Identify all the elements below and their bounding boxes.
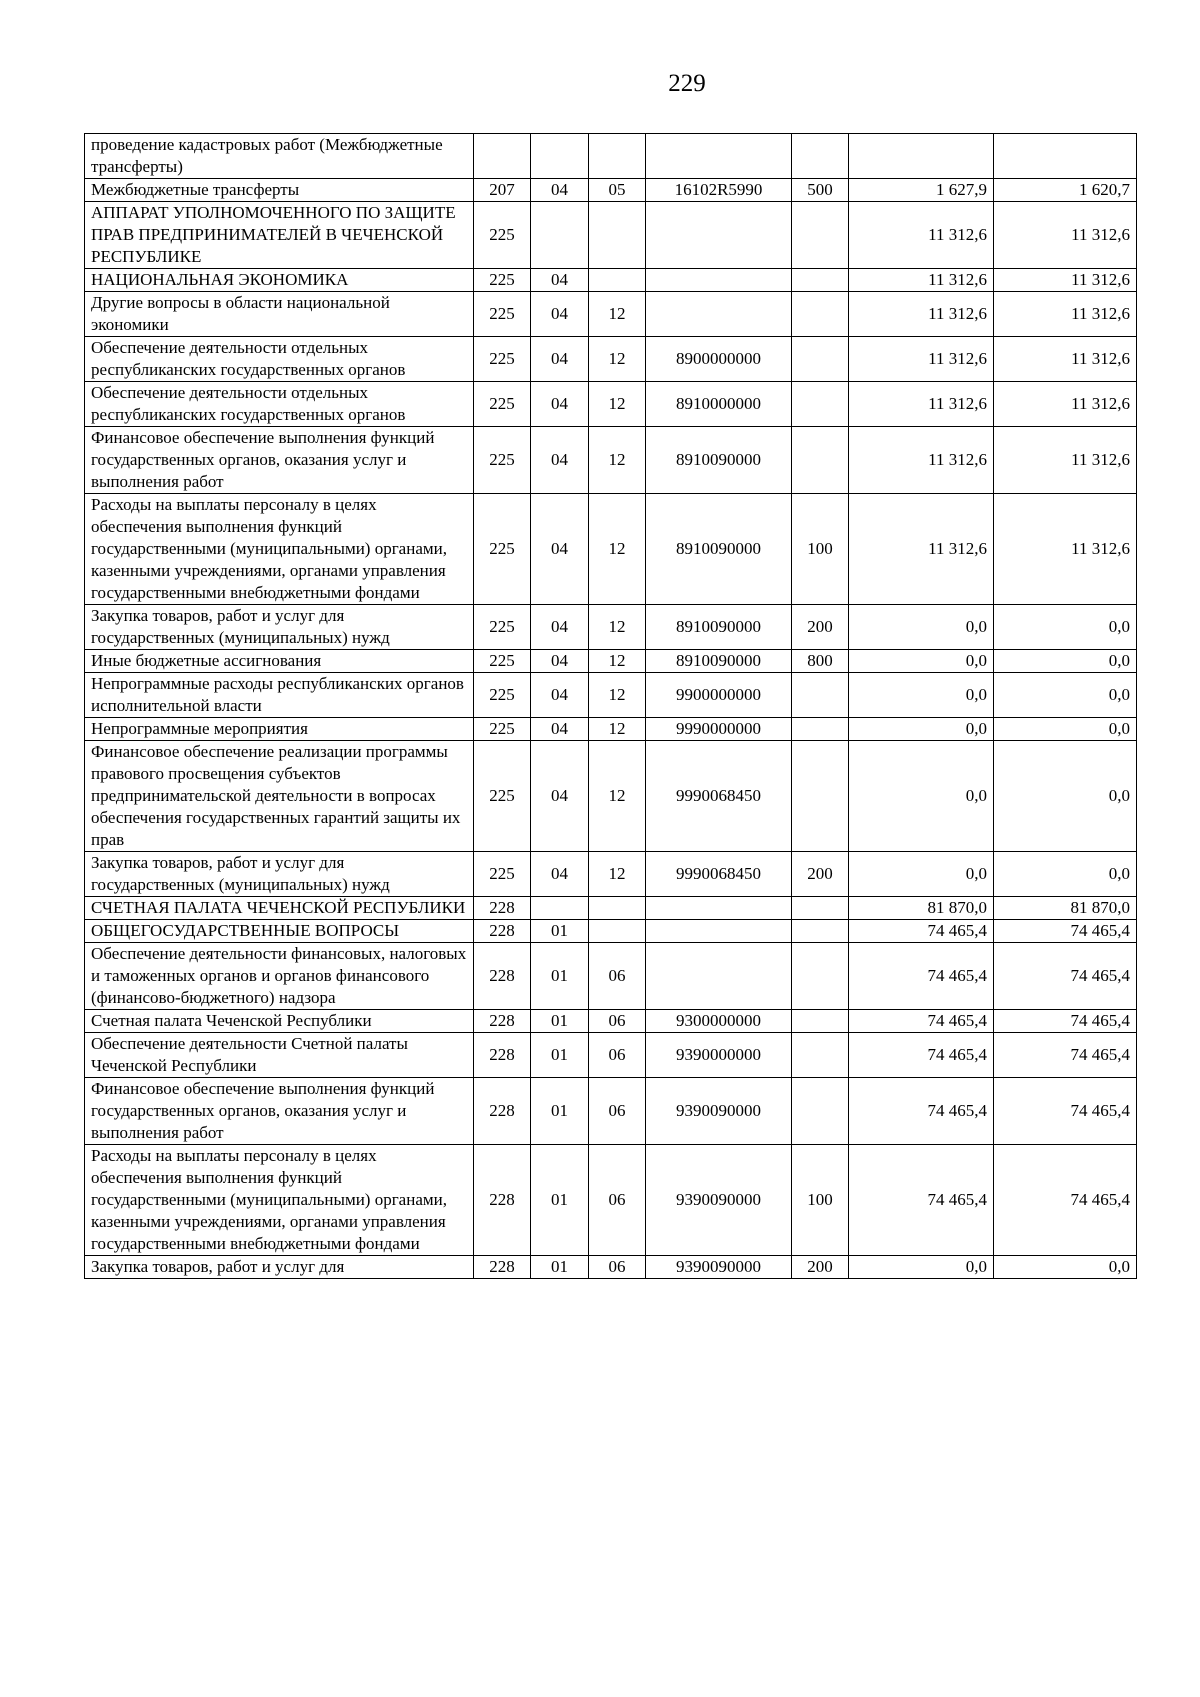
cell-subsection: 12 (589, 494, 646, 605)
cell-ministry-code: 225 (474, 673, 531, 718)
cell-subsection: 06 (589, 1145, 646, 1256)
cell-amount-2: 81 870,0 (994, 897, 1137, 920)
cell-name: Обеспечение деятельности финансовых, налоговых и таможенных органов и органов финансового (финансово-бюджетного) надзора (85, 943, 474, 1010)
cell-subsection: 12 (589, 382, 646, 427)
cell-amount-1: 74 465,4 (849, 1078, 994, 1145)
cell-section: 04 (531, 179, 589, 202)
cell-expense-type (792, 134, 849, 179)
cell-ministry-code: 228 (474, 1145, 531, 1256)
cell-amount-2: 74 465,4 (994, 920, 1137, 943)
cell-name: проведение кадастровых работ (Межбюджетные трансферты) (85, 134, 474, 179)
cell-amount-1: 11 312,6 (849, 382, 994, 427)
cell-expense-type (792, 943, 849, 1010)
cell-target-article: 8910090000 (646, 494, 792, 605)
cell-name: Расходы на выплаты персоналу в целях обеспечения выполнения функций государственными (муниципальными) органами, казенными учреждениями, органами управления государственными внебюджетными фондами (85, 494, 474, 605)
cell-name: Финансовое обеспечение реализации программы правового просвещения субъектов предпринимательской деятельности в вопросах обеспечения государственных гарантий защиты их прав (85, 741, 474, 852)
cell-ministry-code: 225 (474, 337, 531, 382)
cell-ministry-code: 228 (474, 943, 531, 1010)
cell-ministry-code: 207 (474, 179, 531, 202)
cell-amount-2: 1 620,7 (994, 179, 1137, 202)
cell-amount-1: 74 465,4 (849, 1145, 994, 1256)
cell-ministry-code: 228 (474, 920, 531, 943)
cell-target-article: 9300000000 (646, 1010, 792, 1033)
cell-expense-type (792, 920, 849, 943)
cell-amount-1: 11 312,6 (849, 292, 994, 337)
cell-expense-type (792, 292, 849, 337)
cell-section: 01 (531, 943, 589, 1010)
cell-expense-type (792, 718, 849, 741)
cell-name: Расходы на выплаты персоналу в целях обеспечения выполнения функций государственными (муниципальными) органами, казенными учреждениями, органами управления государственными внебюджетными фондами (85, 1145, 474, 1256)
cell-expense-type (792, 427, 849, 494)
cell-subsection: 06 (589, 943, 646, 1010)
table-row (85, 1010, 1137, 1033)
cell-section: 01 (531, 1145, 589, 1256)
cell-expense-type (792, 337, 849, 382)
table-row (85, 292, 1137, 337)
cell-section: 04 (531, 382, 589, 427)
cell-ministry-code: 228 (474, 1033, 531, 1078)
cell-expense-type (792, 1010, 849, 1033)
table-row (85, 1033, 1137, 1078)
cell-target-article: 8900000000 (646, 337, 792, 382)
cell-target-article (646, 920, 792, 943)
cell-target-article: 9390000000 (646, 1033, 792, 1078)
cell-amount-1: 11 312,6 (849, 427, 994, 494)
cell-subsection (589, 920, 646, 943)
cell-subsection: 06 (589, 1078, 646, 1145)
cell-subsection: 12 (589, 718, 646, 741)
cell-ministry-code: 225 (474, 269, 531, 292)
cell-subsection: 12 (589, 427, 646, 494)
cell-expense-type (792, 673, 849, 718)
table-row (85, 673, 1137, 718)
cell-section: 04 (531, 494, 589, 605)
cell-ministry-code: 225 (474, 852, 531, 897)
cell-expense-type: 100 (792, 1145, 849, 1256)
cell-amount-2: 11 312,6 (994, 382, 1137, 427)
cell-name: Обеспечение деятельности отдельных республиканских государственных органов (85, 382, 474, 427)
cell-amount-1: 74 465,4 (849, 1010, 994, 1033)
cell-ministry-code: 225 (474, 650, 531, 673)
table-row (85, 202, 1137, 269)
cell-name: Непрограммные расходы республиканских органов исполнительной власти (85, 673, 474, 718)
cell-expense-type (792, 897, 849, 920)
cell-subsection (589, 202, 646, 269)
cell-subsection: 06 (589, 1033, 646, 1078)
cell-amount-1: 11 312,6 (849, 269, 994, 292)
cell-section: 04 (531, 337, 589, 382)
cell-section: 04 (531, 650, 589, 673)
cell-section: 01 (531, 1010, 589, 1033)
cell-amount-1: 0,0 (849, 718, 994, 741)
cell-amount-1: 11 312,6 (849, 337, 994, 382)
table-row (85, 427, 1137, 494)
cell-name: Закупка товаров, работ и услуг для государственных (муниципальных) нужд (85, 605, 474, 650)
table-body (85, 134, 1137, 1279)
table-row (85, 605, 1137, 650)
cell-target-article: 16102R5990 (646, 179, 792, 202)
cell-name: Финансовое обеспечение выполнения функций государственных органов, оказания услуг и выполнения работ (85, 427, 474, 494)
cell-subsection: 12 (589, 650, 646, 673)
cell-amount-1: 11 312,6 (849, 494, 994, 605)
cell-amount-2: 11 312,6 (994, 337, 1137, 382)
cell-ministry-code: 225 (474, 382, 531, 427)
cell-ministry-code (474, 134, 531, 179)
cell-section: 01 (531, 1078, 589, 1145)
cell-ministry-code: 225 (474, 741, 531, 852)
table-row (85, 852, 1137, 897)
cell-expense-type (792, 382, 849, 427)
table-row (85, 943, 1137, 1010)
cell-name: АППАРАТ УПОЛНОМОЧЕННОГО ПО ЗАЩИТЕ ПРАВ ПРЕДПРИНИМАТЕЛЕЙ В ЧЕЧЕНСКОЙ РЕСПУБЛИКЕ (85, 202, 474, 269)
table-row (85, 494, 1137, 605)
cell-amount-2 (994, 134, 1137, 179)
cell-ministry-code: 225 (474, 202, 531, 269)
cell-subsection: 12 (589, 852, 646, 897)
cell-subsection: 12 (589, 292, 646, 337)
cell-amount-1: 0,0 (849, 741, 994, 852)
cell-name: Обеспечение деятельности отдельных республиканских государственных органов (85, 337, 474, 382)
cell-section: 04 (531, 427, 589, 494)
table-row (85, 1078, 1137, 1145)
table-row (85, 920, 1137, 943)
cell-name: Счетная палата Чеченской Республики (85, 1010, 474, 1033)
table-row (85, 741, 1137, 852)
cell-name: Обеспечение деятельности Счетной палаты Чеченской Республики (85, 1033, 474, 1078)
cell-section: 01 (531, 920, 589, 943)
cell-subsection: 06 (589, 1010, 646, 1033)
cell-section: 01 (531, 1033, 589, 1078)
cell-amount-2: 0,0 (994, 605, 1137, 650)
cell-amount-1 (849, 134, 994, 179)
cell-amount-1: 1 627,9 (849, 179, 994, 202)
table-row (85, 179, 1137, 202)
page-number: 229 (668, 70, 706, 97)
cell-section: 04 (531, 852, 589, 897)
cell-amount-1: 0,0 (849, 673, 994, 718)
cell-target-article: 9990068450 (646, 852, 792, 897)
cell-amount-2: 0,0 (994, 650, 1137, 673)
cell-name: Иные бюджетные ассигнования (85, 650, 474, 673)
cell-section: 04 (531, 605, 589, 650)
cell-subsection: 12 (589, 673, 646, 718)
cell-section: 04 (531, 741, 589, 852)
cell-name: Финансовое обеспечение выполнения функций государственных органов, оказания услуг и выполнения работ (85, 1078, 474, 1145)
cell-amount-2: 74 465,4 (994, 943, 1137, 1010)
cell-section: 04 (531, 673, 589, 718)
cell-amount-2: 74 465,4 (994, 1033, 1137, 1078)
cell-name: Закупка товаров, работ и услуг для государственных (муниципальных) нужд (85, 852, 474, 897)
cell-section (531, 202, 589, 269)
cell-amount-2: 11 312,6 (994, 494, 1137, 605)
cell-subsection (589, 897, 646, 920)
cell-amount-1: 0,0 (849, 605, 994, 650)
cell-target-article (646, 202, 792, 269)
cell-amount-2: 0,0 (994, 718, 1137, 741)
cell-target-article: 8910090000 (646, 605, 792, 650)
cell-section: 04 (531, 292, 589, 337)
cell-amount-2: 0,0 (994, 852, 1137, 897)
cell-amount-1: 74 465,4 (849, 1033, 994, 1078)
cell-amount-2: 0,0 (994, 1256, 1137, 1279)
cell-name: ОБЩЕГОСУДАРСТВЕННЫЕ ВОПРОСЫ (85, 920, 474, 943)
cell-section: 04 (531, 718, 589, 741)
cell-section (531, 897, 589, 920)
table-row (85, 1256, 1137, 1279)
table-row (85, 337, 1137, 382)
cell-ministry-code: 228 (474, 1256, 531, 1279)
cell-subsection (589, 134, 646, 179)
cell-amount-2: 11 312,6 (994, 292, 1137, 337)
cell-subsection: 06 (589, 1256, 646, 1279)
cell-target-article (646, 943, 792, 1010)
table-row (85, 382, 1137, 427)
cell-subsection: 12 (589, 605, 646, 650)
cell-target-article: 9900000000 (646, 673, 792, 718)
table-row (85, 650, 1137, 673)
cell-target-article (646, 269, 792, 292)
cell-name: Другие вопросы в области национальной экономики (85, 292, 474, 337)
table-row (85, 718, 1137, 741)
cell-amount-1: 11 312,6 (849, 202, 994, 269)
cell-subsection: 05 (589, 179, 646, 202)
cell-amount-1: 0,0 (849, 650, 994, 673)
cell-name: Межбюджетные трансферты (85, 179, 474, 202)
cell-section (531, 134, 589, 179)
cell-expense-type (792, 1033, 849, 1078)
cell-amount-1: 0,0 (849, 852, 994, 897)
cell-subsection (589, 269, 646, 292)
cell-name: СЧЕТНАЯ ПАЛАТА ЧЕЧЕНСКОЙ РЕСПУБЛИКИ (85, 897, 474, 920)
table-row (85, 897, 1137, 920)
cell-amount-2: 0,0 (994, 741, 1137, 852)
table-row (85, 269, 1137, 292)
cell-target-article: 8910000000 (646, 382, 792, 427)
cell-target-article: 9990068450 (646, 741, 792, 852)
cell-section: 01 (531, 1256, 589, 1279)
cell-expense-type: 200 (792, 605, 849, 650)
cell-amount-2: 0,0 (994, 673, 1137, 718)
budget-table (84, 133, 1137, 1279)
cell-expense-type: 100 (792, 494, 849, 605)
cell-name: НАЦИОНАЛЬНАЯ ЭКОНОМИКА (85, 269, 474, 292)
cell-amount-1: 74 465,4 (849, 943, 994, 1010)
cell-target-article: 8910090000 (646, 427, 792, 494)
cell-amount-2: 11 312,6 (994, 202, 1137, 269)
cell-ministry-code: 228 (474, 1078, 531, 1145)
cell-name: Закупка товаров, работ и услуг для (85, 1256, 474, 1279)
cell-expense-type (792, 1078, 849, 1145)
cell-target-article: 8910090000 (646, 650, 792, 673)
cell-amount-2: 74 465,4 (994, 1010, 1137, 1033)
cell-amount-2: 11 312,6 (994, 427, 1137, 494)
cell-name: Непрограммные мероприятия (85, 718, 474, 741)
cell-expense-type (792, 269, 849, 292)
cell-section: 04 (531, 269, 589, 292)
cell-target-article (646, 292, 792, 337)
cell-subsection: 12 (589, 337, 646, 382)
cell-amount-2: 74 465,4 (994, 1145, 1137, 1256)
cell-ministry-code: 225 (474, 494, 531, 605)
cell-ministry-code: 228 (474, 1010, 531, 1033)
cell-target-article: 9390090000 (646, 1256, 792, 1279)
cell-target-article (646, 134, 792, 179)
cell-ministry-code: 225 (474, 427, 531, 494)
cell-expense-type: 800 (792, 650, 849, 673)
cell-expense-type (792, 741, 849, 852)
cell-amount-1: 74 465,4 (849, 920, 994, 943)
cell-target-article: 9390090000 (646, 1145, 792, 1256)
cell-amount-2: 74 465,4 (994, 1078, 1137, 1145)
cell-target-article: 9390090000 (646, 1078, 792, 1145)
cell-target-article: 9990000000 (646, 718, 792, 741)
cell-ministry-code: 228 (474, 897, 531, 920)
cell-ministry-code: 225 (474, 605, 531, 650)
cell-expense-type: 200 (792, 1256, 849, 1279)
cell-expense-type: 200 (792, 852, 849, 897)
cell-amount-1: 0,0 (849, 1256, 994, 1279)
cell-ministry-code: 225 (474, 718, 531, 741)
cell-expense-type (792, 202, 849, 269)
cell-target-article (646, 897, 792, 920)
cell-expense-type: 500 (792, 179, 849, 202)
cell-amount-1: 81 870,0 (849, 897, 994, 920)
cell-ministry-code: 225 (474, 292, 531, 337)
table-row (85, 1145, 1137, 1256)
cell-amount-2: 11 312,6 (994, 269, 1137, 292)
table-row (85, 134, 1137, 179)
cell-subsection: 12 (589, 741, 646, 852)
